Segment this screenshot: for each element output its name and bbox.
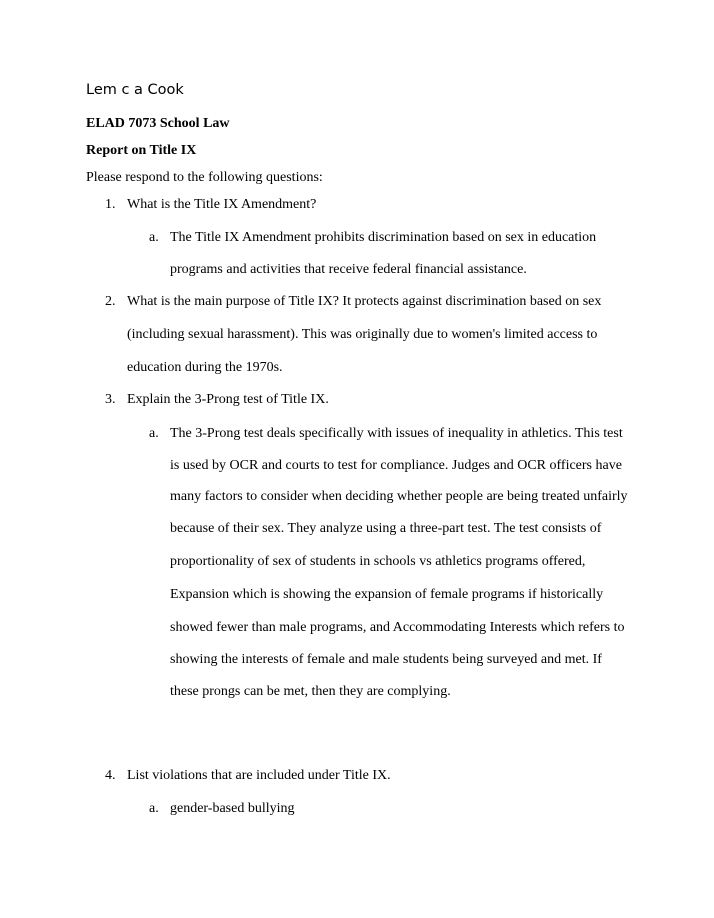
q2-line: What is the main purpose of Title IX? It protects against discrimination based on sex (127, 294, 602, 309)
q3-a-line: these prongs can be met, then they are complying. (170, 684, 451, 699)
q3-a-line: showing the interests of female and male students being surveyed and met. If (170, 652, 602, 667)
q3-a-line: proportionality of sex of students in schools vs athletics programs offered, (170, 554, 586, 569)
q1-a-line: The Title IX Amendment prohibits discrimination based on sex in education (170, 230, 597, 245)
q1-a-line: programs and activities that receive federal financial assistance. (170, 262, 527, 277)
q3-a-line: because of their sex. They analyze using a three-part test. The test consists of (170, 521, 602, 536)
q3-a-marker: a. (149, 426, 159, 441)
q3-a-line: is used by OCR and courts to test for compliance. Judges and OCR officers have (170, 458, 622, 473)
intro-text: Please respond to the following questions: (86, 170, 323, 185)
q2-line: (including sexual harassment). This was originally due to women's limited access to (127, 327, 598, 342)
q3-a-line: many factors to consider when deciding whether people are being treated unfairly (170, 489, 628, 504)
report-title: Report on Title IX (86, 143, 197, 158)
q3-text: Explain the 3-Prong test of Title IX. (127, 392, 329, 407)
q2-line: education during the 1970s. (127, 360, 283, 375)
q1-number: 1. (105, 197, 116, 212)
q2-number: 2. (105, 294, 116, 309)
course-title: ELAD 7073 School Law (86, 116, 230, 131)
q3-a-line: Expansion which is showing the expansion of female programs if historically (170, 587, 604, 602)
q3-a-line: showed fewer than male programs, and Accommodating Interests which refers to (170, 620, 625, 635)
q1-a-marker: a. (149, 230, 159, 245)
author-name: Lem c a Cook (86, 82, 184, 98)
q4-number: 4. (105, 768, 116, 783)
q4-a-text: gender-based bullying (170, 801, 295, 816)
q4-text: List violations that are included under Title IX. (127, 768, 391, 783)
q4-a-marker: a. (149, 801, 159, 816)
q3-number: 3. (105, 392, 116, 407)
q3-a-line: The 3-Prong test deals specifically with issues of inequality in athletics. This test (170, 426, 623, 441)
q1-text: What is the Title IX Amendment? (127, 197, 317, 212)
